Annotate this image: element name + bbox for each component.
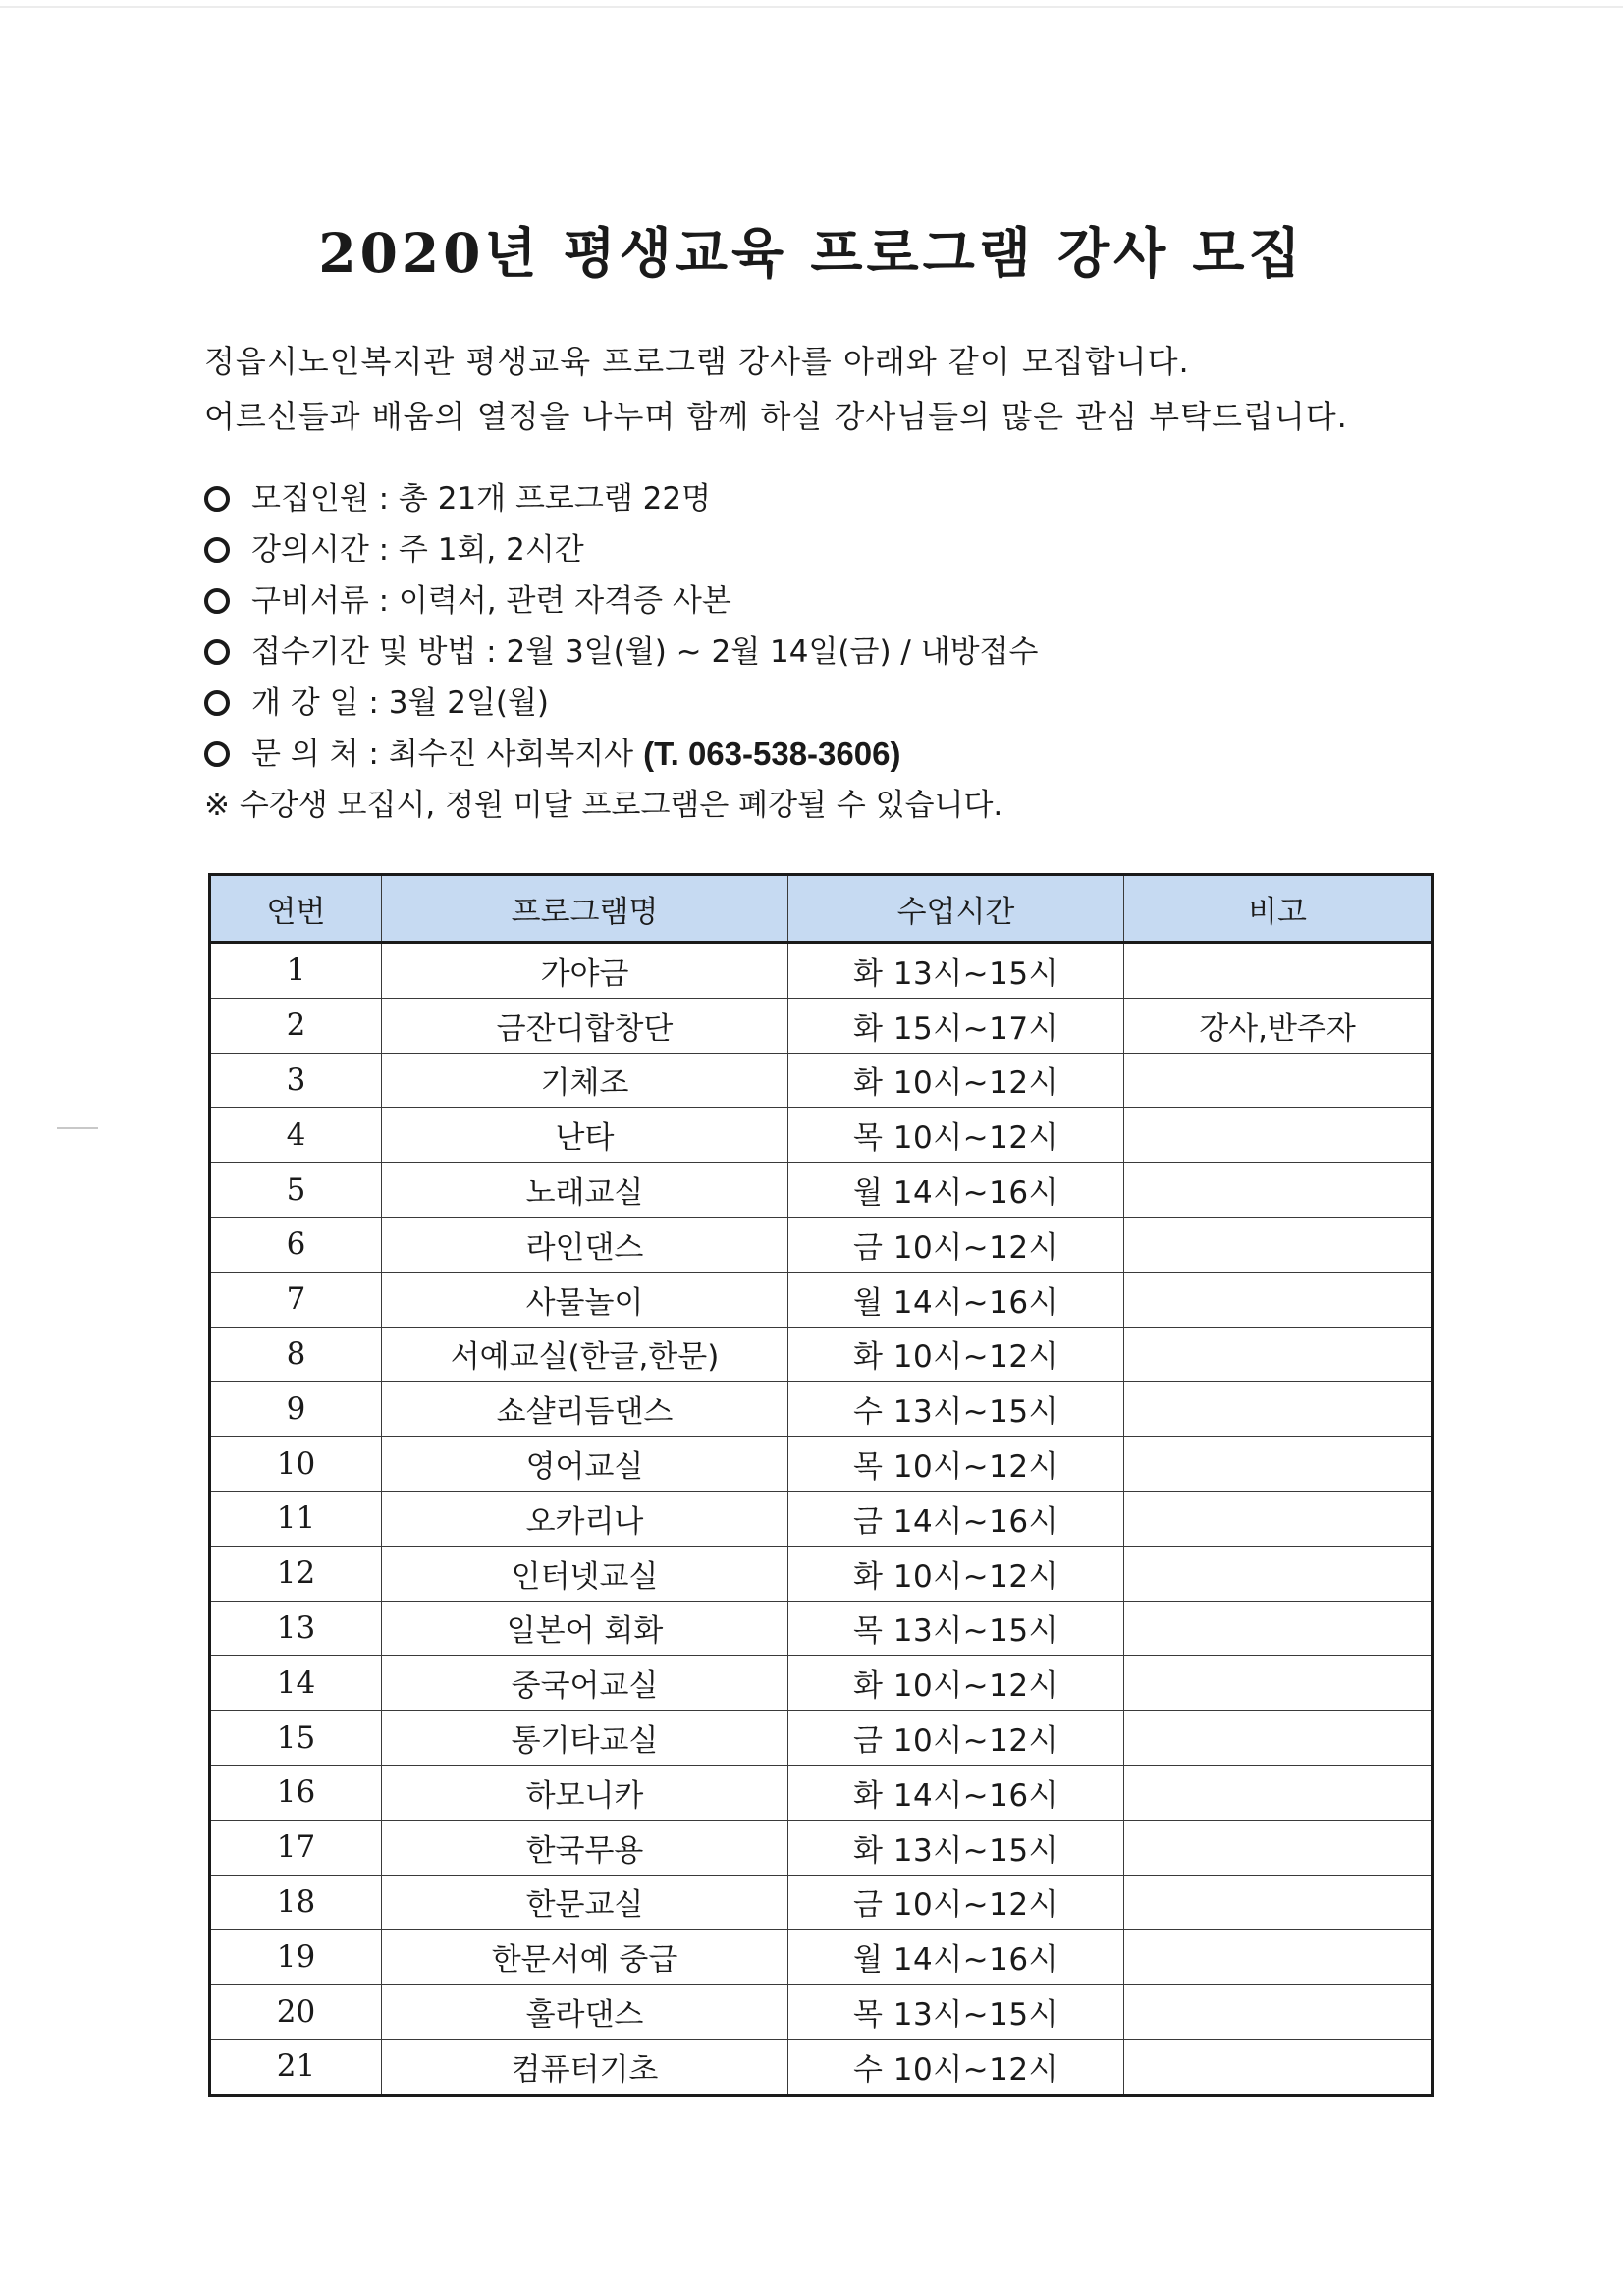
cell-program: 노래교실 bbox=[382, 1163, 788, 1218]
cell-time: 금 14시~16시 bbox=[788, 1491, 1124, 1546]
contact-label: 문 의 처 : 최수진 사회복지사 bbox=[251, 737, 634, 772]
table-row bbox=[210, 2039, 1433, 2095]
contact-item bbox=[204, 729, 1038, 780]
cell-number: 18 bbox=[210, 1875, 382, 1930]
details-list bbox=[204, 473, 1038, 831]
table-row bbox=[210, 1985, 1433, 2040]
table-row bbox=[210, 1765, 1433, 1820]
page-title: 2020년 평생교육 프로그램 강사 모집 bbox=[318, 221, 1305, 285]
table-row bbox=[210, 1930, 1433, 1985]
cell-program: 오카리나 bbox=[382, 1491, 788, 1546]
cell-note bbox=[1124, 1382, 1433, 1437]
detail-text: 개 강 일 : 3월 2일(월) bbox=[251, 685, 550, 721]
table-row bbox=[210, 1656, 1433, 1711]
program-table bbox=[208, 873, 1434, 2097]
header-program: 프로그램명 bbox=[382, 875, 788, 943]
circle-bullet-icon bbox=[204, 639, 230, 665]
scan-mark bbox=[57, 1127, 98, 1129]
cell-time: 금 10시~12시 bbox=[788, 1217, 1124, 1272]
cell-number: 13 bbox=[210, 1601, 382, 1656]
table-row bbox=[210, 1053, 1433, 1108]
table-row bbox=[210, 1491, 1433, 1546]
cell-time: 월 14시~16시 bbox=[788, 1930, 1124, 1985]
cell-number: 4 bbox=[210, 1108, 382, 1163]
cell-time: 목 10시~12시 bbox=[788, 1108, 1124, 1163]
cell-note: 강사,반주자 bbox=[1124, 998, 1433, 1053]
cell-note bbox=[1124, 1985, 1433, 2040]
cell-program: 하모니카 bbox=[382, 1765, 788, 1820]
cell-number: 7 bbox=[210, 1272, 382, 1327]
cell-program: 한문교실 bbox=[382, 1875, 788, 1930]
cell-program: 서예교실(한글,한문) bbox=[382, 1327, 788, 1382]
table-row bbox=[210, 1217, 1433, 1272]
scan-edge-line bbox=[0, 6, 1623, 8]
table-header-row bbox=[210, 875, 1433, 943]
circle-bullet-icon bbox=[204, 537, 230, 563]
cell-note bbox=[1124, 1327, 1433, 1382]
detail-text: 구비서류 : 이력서, 관련 자격증 사본 bbox=[251, 583, 731, 619]
table-row bbox=[210, 1272, 1433, 1327]
cell-note bbox=[1124, 1108, 1433, 1163]
header-time: 수업시간 bbox=[788, 875, 1124, 943]
detail-item bbox=[204, 575, 1038, 627]
cell-number: 15 bbox=[210, 1711, 382, 1766]
cell-time: 화 10시~12시 bbox=[788, 1053, 1124, 1108]
cell-time: 화 10시~12시 bbox=[788, 1327, 1124, 1382]
cell-time: 화 10시~12시 bbox=[788, 1546, 1124, 1601]
cell-time: 수 13시~15시 bbox=[788, 1382, 1124, 1437]
contact-phone: (T. 063-538-3606) bbox=[643, 736, 901, 772]
detail-text: 강의시간 : 주 1회, 2시간 bbox=[251, 532, 584, 568]
cell-number: 6 bbox=[210, 1217, 382, 1272]
cell-program: 한문서예 중급 bbox=[382, 1930, 788, 1985]
cell-note bbox=[1124, 1163, 1433, 1218]
table-row bbox=[210, 1163, 1433, 1218]
cell-program: 훌라댄스 bbox=[382, 1985, 788, 2040]
cell-program: 라인댄스 bbox=[382, 1217, 788, 1272]
cell-note bbox=[1124, 2039, 1433, 2095]
table-row bbox=[210, 1820, 1433, 1875]
cell-time: 화 13시~15시 bbox=[788, 1820, 1124, 1875]
cell-time: 수 10시~12시 bbox=[788, 2039, 1124, 2095]
detail-item bbox=[204, 678, 1038, 729]
cell-number: 16 bbox=[210, 1765, 382, 1820]
detail-text: 모집인원 : 총 21개 프로그램 22명 bbox=[251, 481, 712, 517]
cell-time: 목 13시~15시 bbox=[788, 1985, 1124, 2040]
cell-number: 1 bbox=[210, 943, 382, 999]
cell-time: 월 14시~16시 bbox=[788, 1163, 1124, 1218]
cell-number: 19 bbox=[210, 1930, 382, 1985]
cell-number: 5 bbox=[210, 1163, 382, 1218]
circle-bullet-icon bbox=[204, 588, 230, 614]
cell-note bbox=[1124, 1437, 1433, 1492]
cell-program: 영어교실 bbox=[382, 1437, 788, 1492]
circle-bullet-icon bbox=[204, 690, 230, 716]
cell-note bbox=[1124, 1601, 1433, 1656]
cell-time: 월 14시~16시 bbox=[788, 1272, 1124, 1327]
table-row bbox=[210, 1382, 1433, 1437]
cell-program: 기체조 bbox=[382, 1053, 788, 1108]
cell-note bbox=[1124, 1272, 1433, 1327]
cell-time: 금 10시~12시 bbox=[788, 1711, 1124, 1766]
cell-note bbox=[1124, 1765, 1433, 1820]
table-row bbox=[210, 1108, 1433, 1163]
cell-program: 사물놀이 bbox=[382, 1272, 788, 1327]
cell-number: 12 bbox=[210, 1546, 382, 1601]
cell-program: 중국어교실 bbox=[382, 1656, 788, 1711]
intro-line: 정읍시노인복지관 평생교육 프로그램 강사를 아래와 같이 모집합니다. bbox=[204, 343, 1190, 380]
cell-number: 17 bbox=[210, 1820, 382, 1875]
cell-number: 9 bbox=[210, 1382, 382, 1437]
table-row bbox=[210, 1437, 1433, 1492]
circle-bullet-icon bbox=[204, 486, 230, 512]
cell-number: 2 bbox=[210, 998, 382, 1053]
cell-time: 화 13시~15시 bbox=[788, 943, 1124, 999]
cell-time: 화 14시~16시 bbox=[788, 1765, 1124, 1820]
cell-note bbox=[1124, 1820, 1433, 1875]
table-body bbox=[210, 943, 1433, 2096]
detail-item bbox=[204, 473, 1038, 524]
cell-time: 화 15시~17시 bbox=[788, 998, 1124, 1053]
table-row bbox=[210, 998, 1433, 1053]
cell-program: 금잔디합창단 bbox=[382, 998, 788, 1053]
intro-paragraph bbox=[204, 334, 1348, 444]
table-row bbox=[210, 1327, 1433, 1382]
cell-program: 난타 bbox=[382, 1108, 788, 1163]
cell-note bbox=[1124, 1656, 1433, 1711]
cell-time: 금 10시~12시 bbox=[788, 1875, 1124, 1930]
cell-note bbox=[1124, 1491, 1433, 1546]
cell-number: 20 bbox=[210, 1985, 382, 2040]
cell-program: 가야금 bbox=[382, 943, 788, 999]
notice-text: ※ 수강생 모집시, 정원 미달 프로그램은 폐강될 수 있습니다. bbox=[204, 788, 1003, 823]
cell-note bbox=[1124, 1053, 1433, 1108]
cell-number: 8 bbox=[210, 1327, 382, 1382]
cell-note bbox=[1124, 943, 1433, 999]
cell-note bbox=[1124, 1711, 1433, 1766]
detail-text: 접수기간 및 방법 : 2월 3일(월) ~ 2월 14일(금) / 내방접수 bbox=[251, 634, 1039, 670]
table-row bbox=[210, 1601, 1433, 1656]
cell-number: 11 bbox=[210, 1491, 382, 1546]
cell-time: 목 10시~12시 bbox=[788, 1437, 1124, 1492]
table-row bbox=[210, 1711, 1433, 1766]
intro-line: 어르신들과 배움의 열정을 나누며 함께 하실 강사님들의 많은 관심 부탁드립니다. bbox=[204, 398, 1348, 435]
cell-number: 3 bbox=[210, 1053, 382, 1108]
cell-number: 21 bbox=[210, 2039, 382, 2095]
cell-number: 14 bbox=[210, 1656, 382, 1711]
cell-program: 쇼샬리듬댄스 bbox=[382, 1382, 788, 1437]
cell-number: 10 bbox=[210, 1437, 382, 1492]
cell-time: 목 13시~15시 bbox=[788, 1601, 1124, 1656]
detail-item bbox=[204, 627, 1038, 678]
cell-note bbox=[1124, 1217, 1433, 1272]
circle-bullet-icon bbox=[204, 741, 230, 767]
detail-item bbox=[204, 524, 1038, 575]
table-row bbox=[210, 943, 1433, 999]
cell-program: 컴퓨터기초 bbox=[382, 2039, 788, 2095]
table-row bbox=[210, 1875, 1433, 1930]
header-note: 비고 bbox=[1124, 875, 1433, 943]
cell-program: 한국무용 bbox=[382, 1820, 788, 1875]
cell-program: 인터넷교실 bbox=[382, 1546, 788, 1601]
cell-program: 일본어 회화 bbox=[382, 1601, 788, 1656]
cell-time: 화 10시~12시 bbox=[788, 1656, 1124, 1711]
cell-program: 통기타교실 bbox=[382, 1711, 788, 1766]
header-number: 연번 bbox=[210, 875, 382, 943]
cell-note bbox=[1124, 1546, 1433, 1601]
table-row bbox=[210, 1546, 1433, 1601]
cell-note bbox=[1124, 1875, 1433, 1930]
cell-note bbox=[1124, 1930, 1433, 1985]
